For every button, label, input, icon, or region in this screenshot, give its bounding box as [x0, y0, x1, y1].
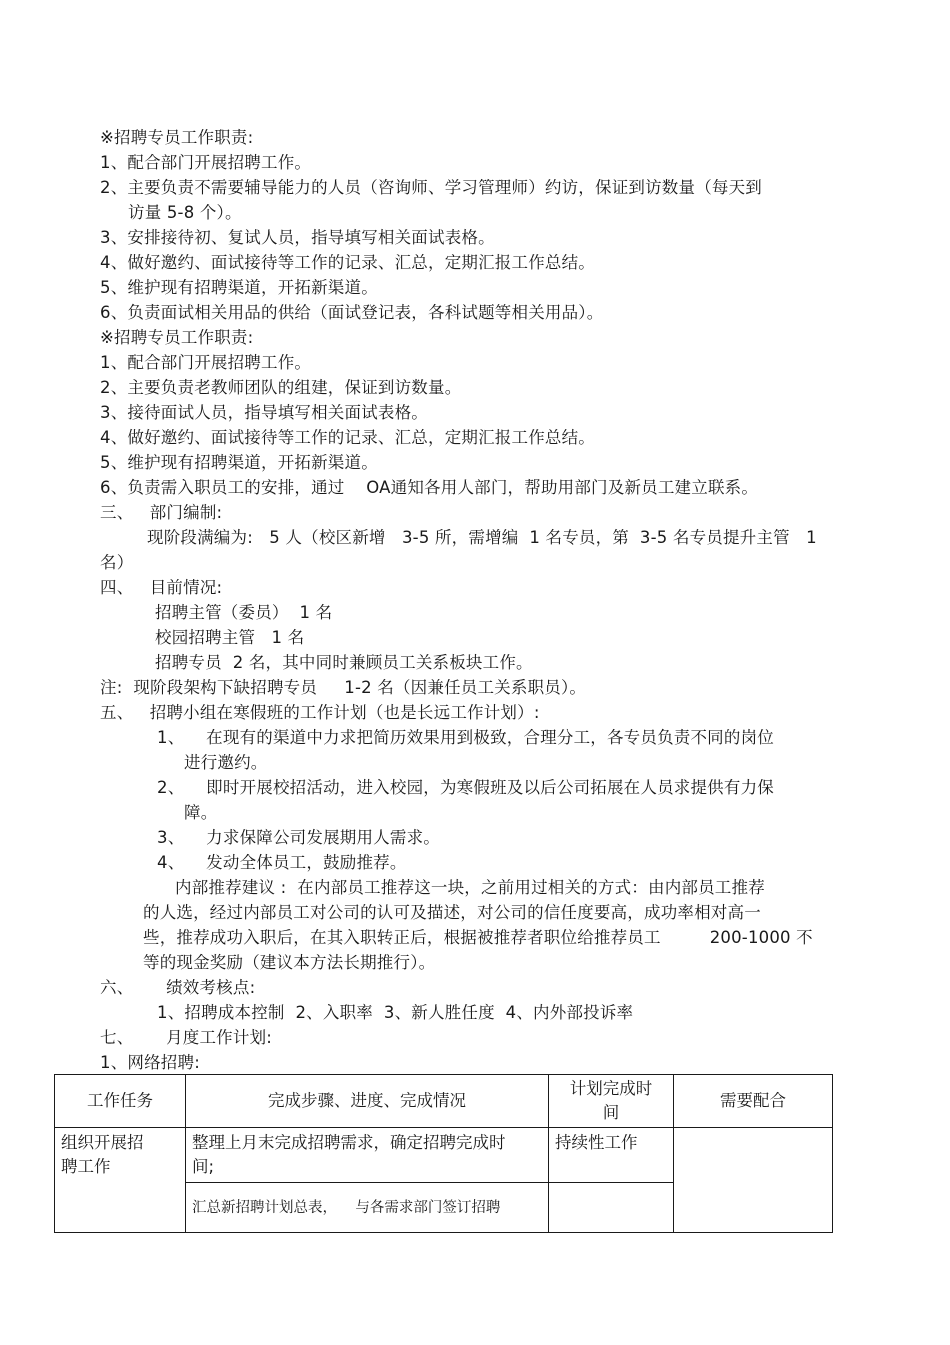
- duty-item: 4、做好邀约、面试接待等工作的记录、汇总，定期汇报工作总结。: [100, 428, 595, 447]
- plan-item: 1、 在现有的渠道中力求把简历效果用到极致，合理分工，各专员负责不同的岗位: [157, 728, 774, 747]
- duty-item: 5、维护现有招聘渠道，开拓新渠道。: [100, 453, 378, 472]
- header-planned-time: 计划完成时间: [549, 1075, 674, 1128]
- cooperation-cell: [674, 1128, 833, 1233]
- duty-item: 6、负责需入职员工的安排，通过 OA通知各用人部门，帮助用部门及新员工建立联系。: [100, 478, 759, 497]
- plan-item: 3、 力求保障公司发展期用人需求。: [157, 828, 440, 847]
- kpi-line: 1、招聘成本控制 2、入职率 3、新人胜任度 4、内外部投诉率: [157, 1003, 634, 1022]
- duty-item: 2、主要负责不需要辅导能力的人员（咨询师、学习管理师）约访，保证到访数量（每天到: [100, 178, 762, 197]
- duty-item: 1、配合部门开展招聘工作。: [100, 153, 312, 172]
- duty-item: 3、接待面试人员，指导填写相关面试表格。: [100, 403, 428, 422]
- duty-item: 4、做好邀约、面试接待等工作的记录、汇总，定期汇报工作总结。: [100, 253, 595, 272]
- section-heading: 五、 招聘小组在寒假班的工作计划（也是长远工作计划）:: [100, 703, 540, 722]
- duty-item-continued: 访量 5-8 个）。: [128, 203, 242, 222]
- section-heading: ※招聘专员工作职责:: [100, 128, 254, 147]
- section-heading: 六、 绩效考核点:: [100, 978, 256, 997]
- duty-item: 6、负责面试相关用品的供给（面试登记表，各科试题等相关用品）。: [100, 303, 604, 322]
- paragraph-line: 内部推荐建议 : 在内部员工推荐这一块，之前用过相关的方式：由内部员工推荐: [175, 878, 765, 897]
- note-line: 注: 现阶段架构下缺招聘专员 1-2 名（因兼任员工关系职员）。: [100, 678, 587, 697]
- paragraph-line: 的人选，经过内部员工对公司的认可及描述，对公司的信任度要高，成功率相对高一: [143, 903, 761, 922]
- section-heading: 三、 部门编制:: [100, 503, 223, 522]
- duty-item: 3、安排接待初、复试人员，指导填写相关面试表格。: [100, 228, 495, 247]
- work-plan-table: [54, 1074, 833, 1233]
- staff-item: 校园招聘主管 1 名: [155, 628, 305, 647]
- task-cell: 组织开展招聘工作: [55, 1128, 186, 1233]
- section-heading: 七、 月度工作计划:: [100, 1028, 273, 1047]
- plan-item-continued: 进行邀约。: [184, 753, 268, 772]
- paragraph-line: 名）: [100, 553, 134, 572]
- paragraph-line: 等的现金奖励（建议本方法长期推行）。: [143, 953, 436, 972]
- header-task: 工作任务: [55, 1075, 186, 1128]
- planned-time-cell: [549, 1183, 674, 1233]
- duty-item: 5、维护现有招聘渠道，开拓新渠道。: [100, 278, 378, 297]
- table-row: [55, 1128, 833, 1183]
- plan-item: 4、 发动全体员工，鼓励推荐。: [157, 853, 407, 872]
- subsection-heading: 1、网络招聘:: [100, 1053, 200, 1072]
- header-cooperation: 需要配合: [674, 1075, 833, 1128]
- paragraph-line: 些，推荐成功入职后，在其入职转正后，根据被推荐者职位给推荐员工 200-1000 不: [143, 928, 813, 947]
- paragraph-line: 现阶段满编为: 5 人（校区新增 3-5 所，需增编 1 名专员，第 3-5 名专员提升主管 1: [147, 528, 817, 547]
- staff-item: 招聘主管（委员） 1 名: [155, 603, 333, 622]
- header-steps: 完成步骤、进度、完成情况: [186, 1075, 549, 1128]
- table-header-row: [55, 1075, 833, 1128]
- duty-item: 1、配合部门开展招聘工作。: [100, 353, 312, 372]
- steps-cell: 整理上月末完成招聘需求，确定招聘完成时间;: [186, 1128, 549, 1183]
- steps-cell: 汇总新招聘计划总表， 与各需求部门签订招聘: [186, 1183, 549, 1233]
- duty-item: 2、主要负责老教师团队的组建，保证到访数量。: [100, 378, 462, 397]
- section-heading: ※招聘专员工作职责:: [100, 328, 254, 347]
- plan-item: 2、 即时开展校招活动，进入校园，为寒假班及以后公司拓展在人员求提供有力保: [157, 778, 774, 797]
- planned-time-cell: 持续性工作: [549, 1128, 674, 1183]
- staff-item: 招聘专员 2 名，其中同时兼顾员工关系板块工作。: [155, 653, 533, 672]
- plan-item-continued: 障。: [184, 803, 218, 822]
- section-heading: 四、 目前情况:: [100, 578, 223, 597]
